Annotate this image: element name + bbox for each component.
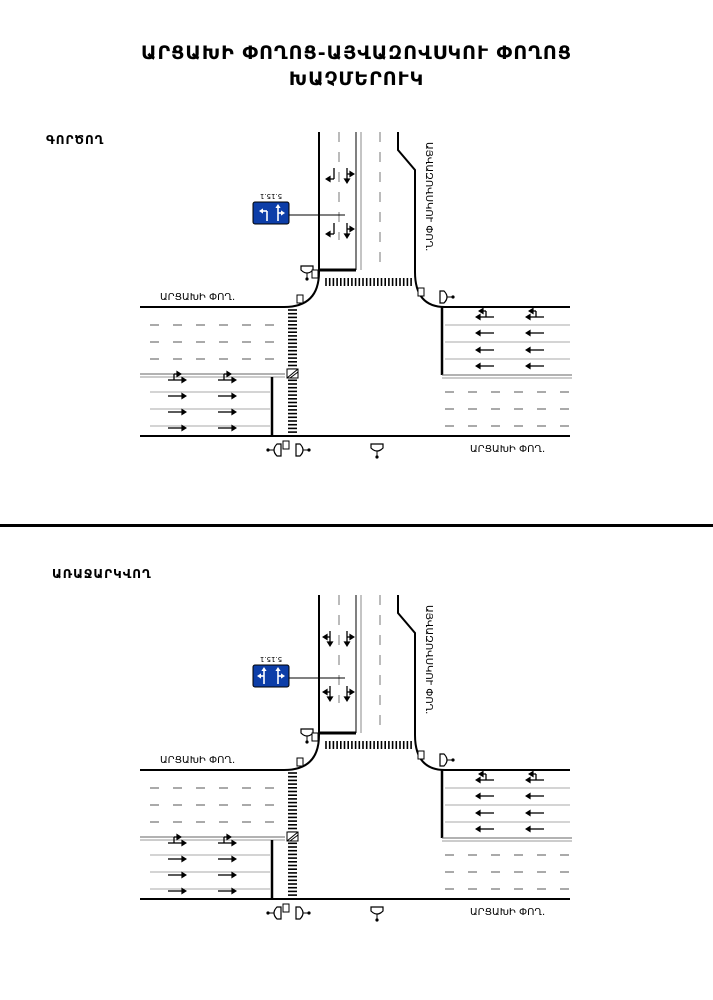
title-line-2: ԽԱՉՄԵՐՈՒԿ (288, 68, 425, 90)
lane-arrow-head (475, 363, 481, 370)
pedestrian-signal-nw (297, 295, 303, 303)
signal-pole-dot (375, 918, 378, 921)
lane-arrow-head (525, 826, 531, 833)
traffic-signal-west-b (296, 907, 311, 919)
signal-head-shape (301, 729, 313, 736)
street-label-west: ԱՐՑԱԽԻ ՓՈՂ. (160, 292, 236, 303)
signal-head-shape (440, 291, 447, 303)
traffic-signal-east (440, 754, 455, 766)
intersection-diagram-proposed (0, 593, 713, 933)
street-label-east: ԱՐՑԱԽԻ ՓՈՂ. (470, 907, 546, 918)
signal-pole-dot (266, 448, 269, 451)
lane-arrow-head (181, 840, 187, 847)
traffic-signal-west-a (266, 444, 281, 456)
north-road-right-edge (398, 595, 445, 770)
north-road-right-edge (398, 132, 445, 307)
lane-arrow-head (231, 840, 237, 847)
lane-arrow-head (181, 377, 187, 384)
signal-head-shape (274, 444, 281, 456)
section-label-current: ԳՈՐԾՈՂ (46, 133, 105, 147)
lane-arrow-head (231, 856, 237, 863)
pedestrian-signal-sw (283, 904, 289, 912)
signal-pole-dot (266, 911, 269, 914)
lane-arrow-head (475, 347, 481, 354)
lane-arrow-head (525, 347, 531, 354)
turn-arrow-head (478, 308, 484, 315)
pedestrian-signal-sw (283, 441, 289, 449)
lane-arrow-head (349, 634, 355, 641)
signal-pole-dot (305, 740, 308, 743)
street-label-east: ԱՐՑԱԽԻ ՓՈՂ. (470, 444, 546, 455)
pedestrian-signal-nw (297, 758, 303, 766)
lane-arrow-head (327, 641, 334, 647)
intersection-diagram-current (0, 130, 713, 470)
signal-head-shape (371, 444, 383, 451)
signal-pole-dot (451, 295, 454, 298)
lane-arrow-head (181, 872, 187, 879)
signal-head-shape (371, 907, 383, 914)
lane-arrow-head (349, 689, 355, 696)
lane-arrow-head (344, 641, 351, 647)
lane-arrow-head (322, 634, 328, 641)
pedestrian-signal-ne (418, 288, 424, 296)
lane-arrow-head (344, 233, 351, 239)
lane-arrow-head (349, 171, 355, 178)
lane-arrow-head (525, 793, 531, 800)
lane-arrow-head (525, 810, 531, 817)
pedestrian-signal-north (312, 270, 318, 278)
lane-arrow-head (322, 689, 328, 696)
section-divider (0, 524, 713, 527)
lane-arrow-head (181, 856, 187, 863)
traffic-signal-north (301, 266, 313, 281)
pedestrian-signal-north (312, 733, 318, 741)
street-label-vertical: ԱՅՎԱԶՈՎՍԿՈՒ ՓՈՂ. (423, 142, 434, 252)
lane-arrow-head (327, 696, 334, 702)
sign-code-label: 5.15.1 (259, 192, 283, 200)
signal-pole-dot (451, 758, 454, 761)
traffic-signal-south (371, 907, 383, 922)
traffic-signal-east (440, 291, 455, 303)
turn-arrow-head (528, 771, 534, 778)
signal-head-shape (296, 907, 303, 919)
signal-head-shape (274, 907, 281, 919)
signal-pole-dot (305, 277, 308, 280)
traffic-signal-south (371, 444, 383, 459)
lane-arrow-head (475, 826, 481, 833)
lane-arrow-head (231, 393, 237, 400)
lane-arrow-head (525, 777, 531, 784)
lane-arrow-head (475, 314, 481, 321)
lane-arrow-head (325, 231, 331, 238)
lane-arrow-head (181, 409, 187, 416)
signal-head-shape (301, 266, 313, 273)
traffic-signal-west-a (266, 907, 281, 919)
sign-code-label: 5.15.1 (259, 655, 283, 663)
street-label-west: ԱՐՑԱԽԻ ՓՈՂ. (160, 755, 236, 766)
lane-arrow-head (525, 330, 531, 337)
signal-pole-dot (307, 911, 310, 914)
lane-arrow-head (344, 696, 351, 702)
pedestrian-signal-ne (418, 751, 424, 759)
lane-arrow-head (181, 393, 187, 400)
signal-head-shape (440, 754, 447, 766)
signal-pole-dot (307, 448, 310, 451)
turn-arrow-head (478, 771, 484, 778)
traffic-signal-north (301, 729, 313, 744)
turn-arrow-head (226, 834, 232, 841)
lane-arrow-head (344, 178, 351, 184)
lane-arrow-head (231, 872, 237, 879)
lane-arrow-head (231, 409, 237, 416)
title-line-1: ԱՐՑԱԽԻ ՓՈՂՈՑ-ԱՅՎԱԶՈՎՍԿՈՒ ՓՈՂՈՑ (141, 42, 572, 64)
lane-arrow-head (325, 176, 331, 183)
lane-arrow-head (475, 330, 481, 337)
lane-arrow-head (349, 226, 355, 233)
signal-head-shape (296, 444, 303, 456)
signal-pole-dot (375, 455, 378, 458)
traffic-signal-west-b (296, 444, 311, 456)
turn-arrow-head (528, 308, 534, 315)
lane-arrow-head (231, 377, 237, 384)
lane-arrow-head (475, 777, 481, 784)
lane-arrow-head (475, 793, 481, 800)
turn-arrow-head (176, 834, 182, 841)
lane-arrow-head (525, 363, 531, 370)
street-label-vertical: ԱՅՎԱԶՈՎՍԿՈՒ ՓՈՂ. (423, 605, 434, 715)
lane-arrow-head (475, 810, 481, 817)
lane-arrow-head (525, 314, 531, 321)
section-label-proposed: ԱՌԱՋԱՐԿՎՈՂ (52, 567, 152, 581)
turn-arrow-head (176, 371, 182, 378)
turn-arrow-head (226, 371, 232, 378)
